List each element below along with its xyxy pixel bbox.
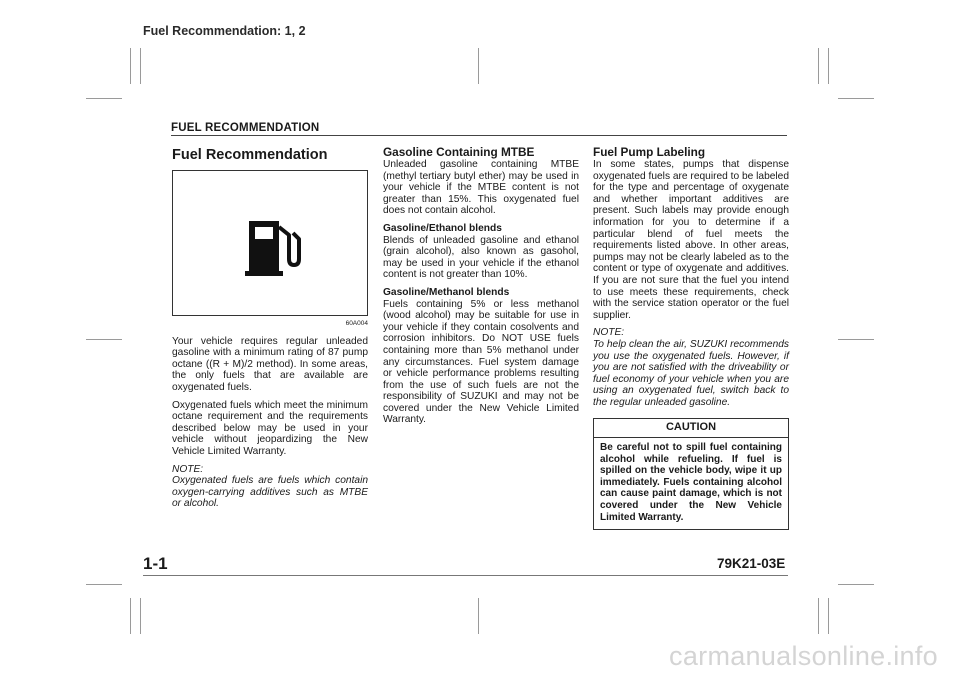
footer-rule [143, 575, 788, 576]
column-3 [593, 146, 789, 530]
caution-title: CAUTION [594, 419, 788, 438]
fuel-recommendation-heading: Fuel Recommendation [172, 147, 328, 163]
caution-text: Be careful not to spill fuel containing alcohol while refueling. If fuel is spilled on the vehicle body, wipe it up immediately. Fuels containing alcohol can cause paint damage, which is not covered under the New Vehicle Limited Warranty. [600, 442, 782, 523]
paragraph: In some states, pumps that dispense oxygenated fuels are required to be labeled for the type and percentage of oxygenate and whether important additives are present. Such labels may provide enough information for you to determine if a particular blend of fuel meets the requirements listed above. In other areas, pumps may not be clearly labeled as to the content or type of oxygenate and additives. If you are not sure that the fuel you intend to use meets these requirements, check with the service station operator or the fuel supplier. [593, 159, 789, 321]
watermark: carmanualsonline.info [669, 641, 938, 671]
note-label: NOTE: [172, 463, 204, 475]
header-rule [171, 135, 787, 136]
section-header: FUEL RECOMMENDATION [171, 122, 320, 134]
note-text: Oxygenated fuels are fuels which contain oxygen-carrying additives such as MTBE or alcohol. [172, 475, 368, 510]
paragraph: Oxygenated fuels which meet the minimum octane requirement and the requirements described below may be used in your vehicle without jeopardizing the New Vehicle Limited Warranty. [172, 399, 368, 457]
page-top-title: Fuel Recommendation: 1, 2 [143, 24, 306, 38]
subheading-methanol: Gasoline/Methanol blends [383, 286, 510, 298]
subheading-ethanol: Gasoline/Ethanol blends [383, 222, 502, 234]
gasoline-mtbe-heading: Gasoline Containing MTBE [383, 145, 535, 159]
figure-code: 60A004 [345, 320, 368, 327]
fuel-pump-labeling-heading: Fuel Pump Labeling [593, 145, 706, 159]
fuel-figure [172, 170, 368, 316]
paragraph: Your vehicle requires regular unleaded gasoline with a minimum rating of 87 pump octane ((R + M)/2 method). In some areas, the only fuels that are available are oxygenated fuels. [172, 335, 368, 393]
paragraph: Unleaded gasoline containing MTBE (methyl tertiary butyl ether) may be used in your vehicle if the MTBE content is not greater than 15%. This oxygenated fuel does not contain alcohol. [383, 159, 579, 217]
page-number: 1-1 [143, 554, 168, 573]
caution-box [593, 418, 789, 530]
note-label: NOTE: [593, 327, 625, 339]
paragraph: Blends of unleaded gasoline and ethanol (grain alcohol), also known as gasohol, may be used in your vehicle if the ethanol content is not greater than 10%. [383, 234, 579, 281]
paragraph: Fuels containing 5% or less methanol (wood alcohol) may be suitable for use in your vehicle if they contain cosolvents and corrosion inhibitors. Do NOT USE fuels containing more than 5% methanol under any circumstances. Fuel system damage or vehicle performance problems resulting from the use of such fuels are not the responsibility of SUZUKI and may not be covered under the New Vehicle Limited Warranty. [383, 298, 579, 426]
document-code: 79K21-03E [717, 556, 786, 571]
note-text: To help clean the air, SUZUKI recommends you use the oxygenated fuels. However, if you are not satisfied with the driveability or fuel economy of your vehicle when you are using an oxygenated fuel, switch back to the regular unleaded gasoline. [593, 338, 789, 408]
column-1 [172, 146, 368, 516]
column-2 [383, 146, 579, 432]
fuel-pump-icon [243, 213, 303, 277]
